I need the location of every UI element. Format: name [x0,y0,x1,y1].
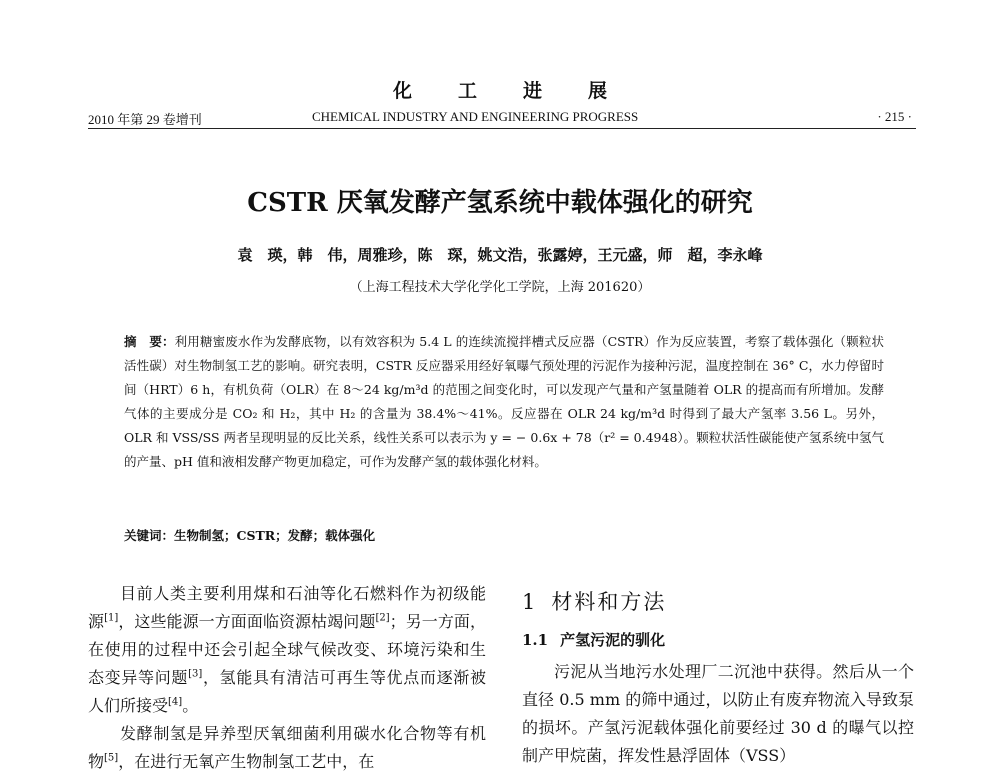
subsection-heading [522,626,914,654]
methods-paragraph: 污泥从当地污水处理厂二沉池中获得。然后从一个直径 0.5 mm 的筛中通过，以防止有废弃物流入导致泵的损坏。产氢污泥载体强化前要经过 30 d 的曝气以控制产甲烷菌，挥发性悬浮固体（VSS） [522,662,914,765]
text-run: ，在进行无氧产生物制氢工艺中，在 [118,752,375,771]
intro-paragraph-2 [88,720,486,776]
author-list: 袁 瑛，韩 伟，周雅珍，陈 琛，姚文浩，张露婷，王元盛，师 超，李永峰 [237,246,763,264]
subsection-number: 1.1 [522,631,549,649]
text-run: 发酵制氢是异养型厌氧细菌利用碳水化合物等有机物 [88,724,486,771]
text-run: ，氢能具有清洁可再生等优点而逐渐被人们所接受 [88,668,486,715]
keywords [124,524,884,548]
journal-name-cn: 化工进展 [392,80,653,102]
abstract-label: 摘 要： [124,334,175,349]
text-run: ，这些能源一方面面临资源枯竭问题 [118,612,376,631]
abstract [124,330,884,474]
section-title: 材料和方法 [551,590,667,614]
text-run: ；另一方面，在使用的过程中还会引起全球气候改变、环境污染和生态变异等问题 [88,612,486,687]
issue-info: 2010 年第 29 卷增刊 [88,112,202,127]
citation-5: [5] [104,752,119,764]
body-left-column [88,580,486,776]
text-run: 。 [182,696,199,715]
citation-1: [1] [104,612,119,624]
keywords-value: 生物制氢；CSTR；发酵；载体强化 [174,528,376,543]
affiliation: （上海工程技术大学化学化工学院，上海 201620） [349,280,651,295]
page-number: · 215 · [877,109,912,124]
paper-title: CSTR 厌氧发酵产氢系统中载体强化的研究 [247,188,753,218]
text-run: 目前人类主要利用煤和石油等化石燃料作为初级能源 [88,584,486,631]
running-head [88,108,916,129]
citation-2: [2] [375,612,390,624]
body-right-column [522,588,914,770]
citation-3: [3] [188,668,203,680]
section-heading [522,588,914,616]
citation-4: [4] [168,696,183,708]
section-number: 1 [522,590,538,614]
intro-paragraph-1 [88,580,486,720]
subsection-title: 产氢污泥的驯化 [560,631,666,649]
abstract-text: 利用糖蜜废水作为发酵底物，以有效容积为 5.4 L 的连续流搅拌槽式反应器（CSTR）作为反应装置，考察了载体强化（颗粒状活性碳）对生物制氢工艺的影响。研究表明，CSTR 反应器采用经好氧曝气预处理的污泥作为接种污泥，温度控制在 36° C，水力停留时间（HRT）6 h，有机负荷（OLR）在 8～24 kg/m³d 的范围之间变化时，可以发现产气量和产氢量随着 OLR 的提高而有所增加。发酵气体的主要成分是 CO₂ 和 H₂，其中 H₂ 的含量为 38.4%～41%。反应器在 OLR 24 kg/m³d 时得到了最大产氢率 3.56 L。另外，OLR 和 VSS/SS 两者呈现明显的反比关系，线性关系可以表示为 y = − 0.6x + 78（r² = 0.4948）。颗粒状活性碳能使产氢系统中氢气的产量、pH 值和液相发酵产物更加稳定，可作为发酵产氢的载体强化材料。 [124,334,884,469]
keywords-label: 关键词： [124,528,175,543]
journal-name-en: CHEMICAL INDUSTRY AND ENGINEERING PROGRESS [312,109,639,124]
